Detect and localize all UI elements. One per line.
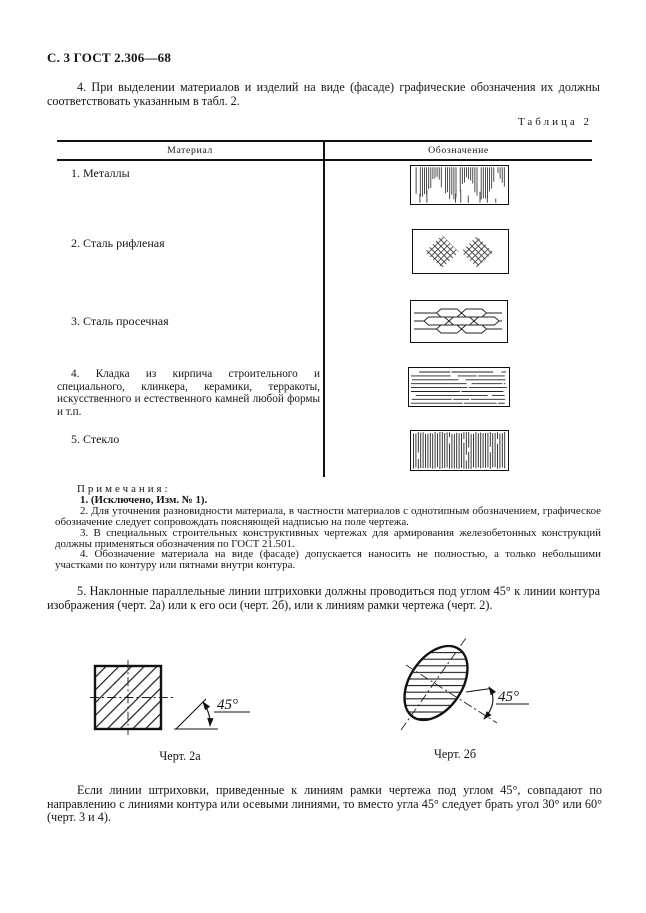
angle-incline (176, 699, 206, 729)
column-header-material: Материал (167, 145, 213, 156)
designation-pattern-riffled (412, 229, 509, 274)
designation-pattern-metal (410, 165, 509, 205)
angle-label-2a: 45° (217, 697, 238, 713)
angle-arc (203, 702, 210, 726)
angle-label-2b: 45° (498, 689, 519, 705)
hatch-direction-line (466, 689, 491, 693)
material-label-2: 2. Сталь рифленая (71, 236, 165, 250)
notes-title: Примечания: (77, 483, 171, 495)
angle-arc (484, 687, 493, 719)
note-item-4: 4. Обозначение материала на виде (фасаде) допускается наносить не полностью, а только небольшими участками по контуру или пятнами внутри контура. (55, 548, 601, 572)
material-label-1: 1. Металлы (71, 166, 130, 180)
material-label-4: 4. Кладка из кирпича строительного и специального, клинкера, керамики, терракоты, искусственного и естественного камней любой формы и т.п. (57, 368, 320, 418)
note-item-2: 2. Для уточнения разновидности материала, в частности материалов с однотипным обозначением, графическое обозначение следует сопровождать поясняющей надписью на поле чертежа. (55, 504, 601, 528)
notes-block (55, 484, 601, 571)
paragraph-4: 4. При выделении материалов и изделий на виде (фасаде) графические обозначения их должны соответствовать указанным в табл. 2. (47, 80, 600, 108)
material-label-3: 3. Сталь просечная (71, 314, 169, 328)
figure-2b-caption: Черт. 2б (433, 747, 477, 761)
closing-paragraph: Если линии штриховки, приведенные к линиям рамки чертежа под углом 45°, совпадают по направлению с линиями контура или осевыми линиями, то вместо угла 45° следует брать угол 30° или 60° (черт. 3 и 4). (47, 783, 602, 825)
designation-pattern-expanded (410, 300, 508, 343)
table-label: Таблица 2 (517, 116, 592, 128)
page-header: С. 3 ГОСТ 2.306—68 (47, 50, 172, 65)
figure-2a-caption: Черт. 2а (159, 749, 201, 763)
designation-pattern-glass (410, 430, 509, 471)
table-column-divider (323, 140, 325, 477)
column-header-designation: Обозначение (428, 145, 489, 156)
note-item-1: 1. (Исключено, Изм. № 1). (80, 493, 208, 506)
hatched-square (95, 666, 161, 729)
designation-pattern-brick (408, 367, 510, 407)
material-label-5: 5. Стекло (71, 432, 120, 446)
note-item-3: 3. В специальных строительных конструктивных чертежах для армирования железобетонных конструкций должны применяться обозначения по ГОСТ 21.501. (55, 526, 601, 550)
paragraph-5: 5. Наклонные параллельные линии штриховки должны проводиться под углом 45° к линии контура изображения (черт. 2а) или к его оси (черт. 2б), или к линиям рамки чертежа (черт. 2). (47, 584, 600, 612)
table-2 (57, 140, 592, 477)
